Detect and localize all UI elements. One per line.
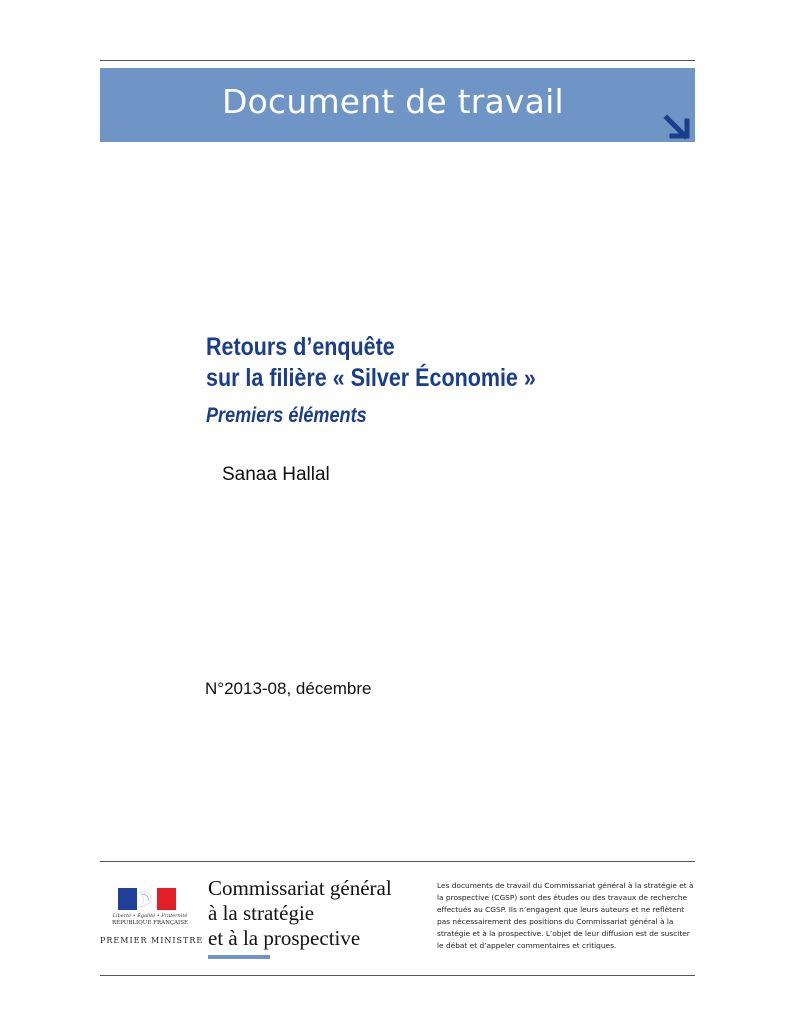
republique-francaise-logo	[100, 880, 204, 960]
document-subtitle: Premiers éléments	[206, 404, 367, 427]
institution-underline	[208, 955, 270, 959]
institution-name	[208, 876, 392, 951]
institution-line-1: Commissariat général	[208, 876, 392, 900]
document-title	[206, 332, 602, 394]
arrow-down-right-icon	[663, 112, 693, 142]
issue-number: N°2013-08, décembre	[205, 679, 372, 698]
institution-line-2: à la stratégie	[208, 901, 315, 925]
header-banner	[100, 68, 695, 142]
top-rule	[100, 60, 695, 61]
footer-top-rule	[100, 861, 695, 862]
marianne-flag-icon	[118, 888, 176, 910]
logo-ministry: PREMIER MINISTRE	[100, 936, 204, 945]
title-line-2: sur la filière « Silver Économie »	[206, 364, 536, 392]
institution-line-3: et à la prospective	[208, 926, 361, 950]
logo-motto: Liberté • Égalité • Fraternité	[112, 913, 188, 919]
disclaimer-text: Les documents de travail du Commissariat général à la stratégie et à la prospective (CGSP) sont des études ou des travaux de recherche effectués au CGSP. Ils n’engagent que leurs auteurs et ne reflètent pas nécessairement des positions du Commissariat général à la stratégie et à la prospective. L’objet de leur diffusion est de susciter le débat et d’appeler commentaires et critiques.	[437, 881, 694, 950]
banner-title: Document de travail	[222, 82, 564, 121]
logo-republic: RÉPUBLIQUE FRANÇAISE	[111, 920, 189, 926]
author-name: Sanaa Hallal	[222, 464, 330, 485]
footer-bottom-rule	[100, 975, 695, 976]
title-line-1: Retours d’enquête	[206, 333, 395, 361]
